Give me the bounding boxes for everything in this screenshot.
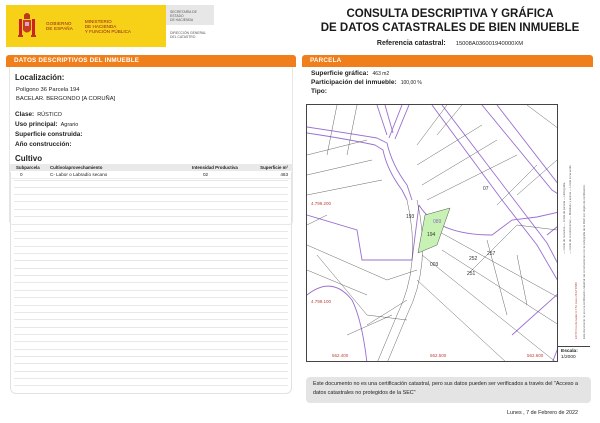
svg-text:562.600: 562.600 xyxy=(527,353,544,358)
verification-notice: Este documento no es una certificación catastral, pero sus datos pueden ser verificados a través del "Acceso a datos catastrales no protegidos de la SEC" xyxy=(306,377,591,403)
localizacion-line1: Polígono 36 Parcela 194 xyxy=(16,87,80,93)
header-intensidad: Intensidad Productiva xyxy=(192,165,238,170)
uso-field: Uso principal: Agrario xyxy=(15,121,79,128)
section-header-datos: DATOS DESCRIPTIVOS DEL INMUEBLE xyxy=(6,55,296,67)
coat-of-arms-icon xyxy=(16,11,38,41)
svg-text:193: 193 xyxy=(406,214,415,220)
localizacion-label: Localización: xyxy=(15,73,65,82)
svg-text:089: 089 xyxy=(433,219,442,225)
superficie-grafica-field: Superficie gráfica: 463 m2 xyxy=(311,70,390,77)
table-row: 0 C- Labor o Labradío secano 02 463 xyxy=(10,171,292,179)
clase-field: Clase: RÚSTICO xyxy=(15,111,62,118)
svg-text:003: 003 xyxy=(430,262,439,268)
map-drawing xyxy=(307,105,589,362)
secretaria-label: SECRETARÍA DE ESTADO DE HACIENDA xyxy=(166,5,214,25)
section-header-parcela: PARCELA xyxy=(302,55,593,67)
legend-note: Este documento no es una certificación catastral; las construcciones con la cartografía de la DGC son objeto de certificación. xyxy=(582,184,586,339)
page-title: CONSULTA DESCRIPTIVA Y GRÁFICA DE DATOS CATASTRALES DE BIEN INMUEBLE xyxy=(320,8,580,34)
svg-text:4.799.200: 4.799.200 xyxy=(311,201,332,206)
clase-value: RÚSTICO xyxy=(37,112,62,118)
svg-text:562.400: 562.400 xyxy=(332,353,349,358)
anio-construccion-field: Año construcción: xyxy=(15,141,72,148)
svg-text:562.500: 562.500 xyxy=(430,353,447,358)
svg-text:4.799.100: 4.799.100 xyxy=(311,299,332,304)
svg-text:251: 251 xyxy=(467,271,476,277)
svg-text:257: 257 xyxy=(487,251,496,257)
legend-line-1: — Límite de manzana — Límite de parcela — Hidrografía xyxy=(562,182,566,254)
referencia-value: 15008A036001940000XM xyxy=(455,41,524,47)
map-legend xyxy=(557,104,589,362)
svg-text:252: 252 xyxy=(469,256,478,262)
header-subparcela: Subparcela xyxy=(16,165,40,170)
localizacion-line2: BACELAR. BERGONDO [A CORUÑA] xyxy=(16,96,116,102)
direccion-label: DIRECCIÓN GENERAL DEL CATASTRO xyxy=(170,31,207,39)
scale-value: 1/2000 xyxy=(561,354,576,360)
tipo-field: Tipo: xyxy=(311,88,327,95)
participacion-field: Participación del inmueble: 100,00 % xyxy=(311,79,422,86)
superficie-construida-field: Superficie construida: xyxy=(15,131,83,138)
participacion-value: 100,00 % xyxy=(400,80,422,86)
legend-coords: ED 50 Coordenadas U.T.M. Huso 29 ETRS89 xyxy=(574,282,578,339)
cultivo-table-body xyxy=(10,172,292,394)
header-cultivo: Cultivo/aprovechamiento xyxy=(50,165,103,170)
svg-text:194: 194 xyxy=(427,232,436,238)
cultivo-table xyxy=(10,164,292,179)
cadastral-map[interactable] xyxy=(306,104,589,362)
superficie-grafica-value: 463 m2 xyxy=(372,71,390,77)
parcel-194-highlight xyxy=(418,208,450,253)
ministerio-text: MINISTERIO DE HACIENDA Y FUNCIÓN PÚBLICA xyxy=(84,18,131,34)
scale-box xyxy=(558,346,590,362)
gobierno-text: GOBIERNO DE ESPAÑA xyxy=(46,21,73,31)
gobierno-logo xyxy=(6,5,166,47)
svg-text:07: 07 xyxy=(483,186,489,192)
legend-line-2: — Límite de construcciones — Mobiliario y aceras — Límite zona verde xyxy=(568,165,572,254)
cultivo-title: Cultivo xyxy=(15,154,43,163)
scale-label: Escala: xyxy=(561,349,578,354)
referencia-label: Referencia catastral: xyxy=(376,40,446,47)
referencia-catastral xyxy=(300,40,600,47)
table-header xyxy=(10,164,292,171)
document-date: Lunes , 7 de Febrero de 2022 xyxy=(506,410,578,416)
header-superficie: Superficie m² xyxy=(260,165,288,170)
uso-value: Agrario xyxy=(60,122,79,128)
